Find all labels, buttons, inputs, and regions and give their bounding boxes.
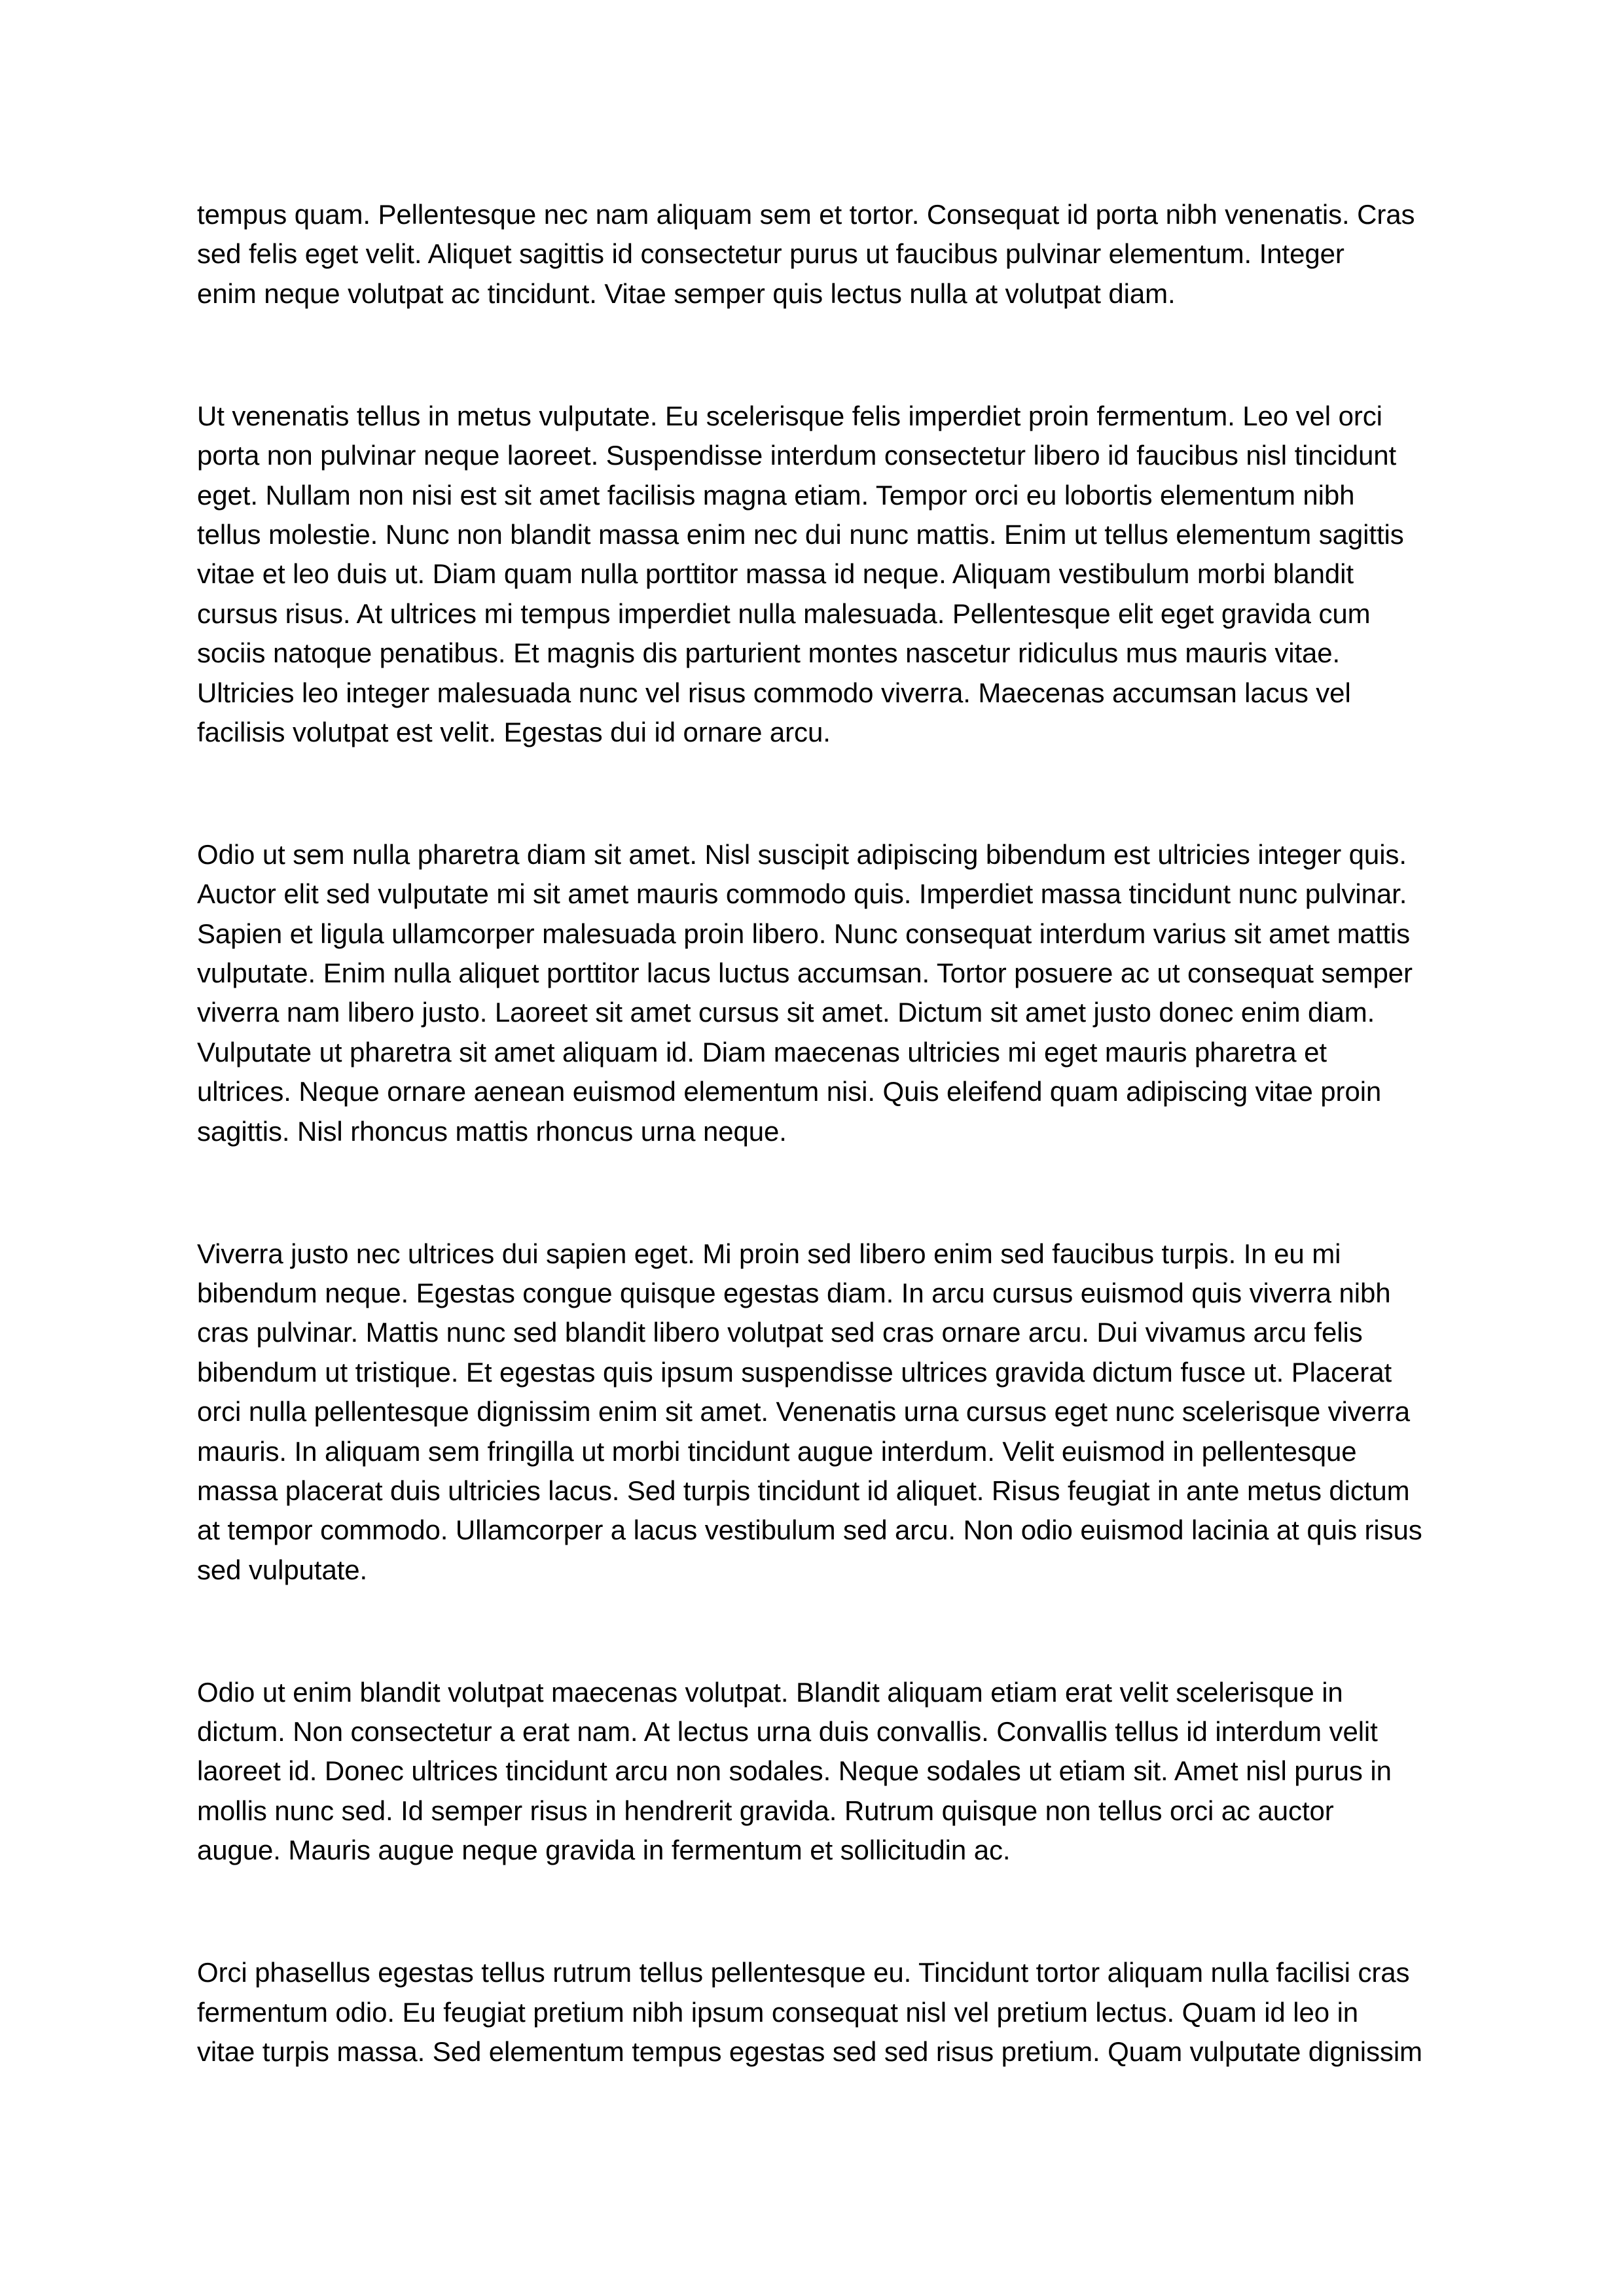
text-line: Orci phasellus egestas tellus rutrum tellus pellentesque eu. Tincidunt tortor aliquam nulla facilisi cras xyxy=(197,1957,1410,1988)
text-line: Odio ut sem nulla pharetra diam sit amet. Nisl suscipit adipiscing bibendum est ultricies integer quis. xyxy=(197,838,1407,870)
text-line: vulputate. Enim nulla aliquet porttitor lacus luctus accumsan. Tortor posuere ac ut consequat semper xyxy=(197,958,1413,989)
text-line: bibendum neque. Egestas congue quisque egestas diam. In arcu cursus euismod quis viverra nibh xyxy=(197,1277,1391,1308)
text-line: enim neque volutpat ac tincidunt. Vitae semper quis lectus nulla at volutpat diam. xyxy=(197,278,1176,309)
text-line: sed vulputate. xyxy=(197,1554,368,1585)
text-line: viverra nam libero justo. Laoreet sit amet cursus sit amet. Dictum sit amet justo donec enim diam. xyxy=(197,997,1375,1028)
text-line: sed felis eget velit. Aliquet sagittis id consectetur purus ut faucibus pulvinar elementum. Integer xyxy=(197,238,1344,270)
text-line: augue. Mauris augue neque gravida in fermentum et sollicitudin ac. xyxy=(197,1835,1011,1866)
text-line: porta non pulvinar neque laoreet. Suspendisse interdum consectetur libero id faucibus nisl tincidunt xyxy=(197,440,1397,471)
paragraph-5 xyxy=(197,1673,1441,1871)
paragraph-4 xyxy=(197,1234,1441,1590)
paragraph-2 xyxy=(197,397,1441,753)
text-line: orci nulla pellentesque dignissim enim sit amet. Venenatis urna cursus eget nunc scelerisque viverra xyxy=(197,1396,1410,1427)
text-line: sociis natoque penatibus. Et magnis dis parturient montes nascetur ridiculus mus mauris vitae. xyxy=(197,637,1341,669)
text-line: dictum. Non consectetur a erat nam. At lectus urna duis convallis. Convallis tellus id interdum velit xyxy=(197,1716,1378,1748)
text-line: laoreet id. Donec ultrices tincidunt arcu non sodales. Neque sodales ut etiam sit. Amet nisl purus in xyxy=(197,1755,1392,1787)
text-line: Ultricies leo integer malesuada nunc vel risus commodo viverra. Maecenas accumsan lacus vel xyxy=(197,677,1351,708)
paragraph-6 xyxy=(197,1953,1441,2072)
text-line: mauris. In aliquam sem fringilla ut morbi tincidunt augue interdum. Velit euismod in pellentesque xyxy=(197,1435,1357,1467)
text-line: cursus risus. At ultrices mi tempus imperdiet nulla malesuada. Pellentesque elit eget gravida cum xyxy=(197,598,1371,629)
text-line: facilisis volutpat est velit. Egestas dui id ornare arcu. xyxy=(197,716,831,747)
text-column xyxy=(197,195,1441,2155)
text-line: at tempor commodo. Ullamcorper a lacus vestibulum sed arcu. Non odio euismod lacinia at quis risus xyxy=(197,1515,1422,1546)
text-line: cras pulvinar. Mattis nunc sed blandit libero volutpat sed cras ornare arcu. Dui vivamus arcu felis xyxy=(197,1317,1363,1348)
paragraph-1 xyxy=(197,195,1441,314)
text-line: Auctor elit sed vulputate mi sit amet mauris commodo quis. Imperdiet massa tincidunt nunc pulvinar. xyxy=(197,878,1407,910)
text-line: ultrices. Neque ornare aenean euismod elementum nisi. Quis eleifend quam adipiscing vitae proin xyxy=(197,1076,1382,1107)
text-line: Viverra justo nec ultrices dui sapien eget. Mi proin sed libero enim sed faucibus turpis. In eu mi xyxy=(197,1238,1341,1269)
text-line: eget. Nullam non nisi est sit amet facilisis magna etiam. Tempor orci eu lobortis elementum nibh xyxy=(197,479,1355,511)
text-line: sagittis. Nisl rhoncus mattis rhoncus urna neque. xyxy=(197,1115,787,1147)
text-line: tempus quam. Pellentesque nec nam aliquam sem et tortor. Consequat id porta nibh venenatis. Cras xyxy=(197,199,1415,230)
text-line: Ut venenatis tellus in metus vulputate. Eu scelerisque felis imperdiet proin fermentum. Leo vel orci xyxy=(197,400,1382,431)
text-line: fermentum odio. Eu feugiat pretium nibh ipsum consequat nisl vel pretium lectus. Quam id leo in xyxy=(197,1996,1359,2028)
text-line: bibendum ut tristique. Et egestas quis ipsum suspendisse ultrices gravida dictum fusce ut. Placerat xyxy=(197,1356,1392,1388)
text-line: massa placerat duis ultricies lacus. Sed turpis tincidunt id aliquet. Risus feugiat in ante metus dictum xyxy=(197,1475,1410,1506)
paragraph-3 xyxy=(197,835,1441,1151)
text-line: vitae et leo duis ut. Diam quam nulla porttitor massa id neque. Aliquam vestibulum morbi blandit xyxy=(197,558,1354,590)
text-line: Sapien et ligula ullamcorper malesuada proin libero. Nunc consequat interdum varius sit amet mattis xyxy=(197,918,1411,949)
text-line: vitae turpis massa. Sed elementum tempus egestas sed sed risus pretium. Quam vulputate dignissim xyxy=(197,2036,1422,2068)
text-line: Vulputate ut pharetra sit amet aliquam id. Diam maecenas ultricies mi eget mauris pharetra et xyxy=(197,1036,1327,1067)
text-line: Odio ut enim blandit volutpat maecenas volutpat. Blandit aliquam etiam erat velit scelerisque in xyxy=(197,1676,1343,1708)
text-line: tellus molestie. Nunc non blandit massa enim nec dui nunc mattis. Enim ut tellus elementum sagittis xyxy=(197,518,1404,550)
text-line: mollis nunc sed. Id semper risus in hendrerit gravida. Rutrum quisque non tellus orci ac auctor xyxy=(197,1795,1334,1826)
